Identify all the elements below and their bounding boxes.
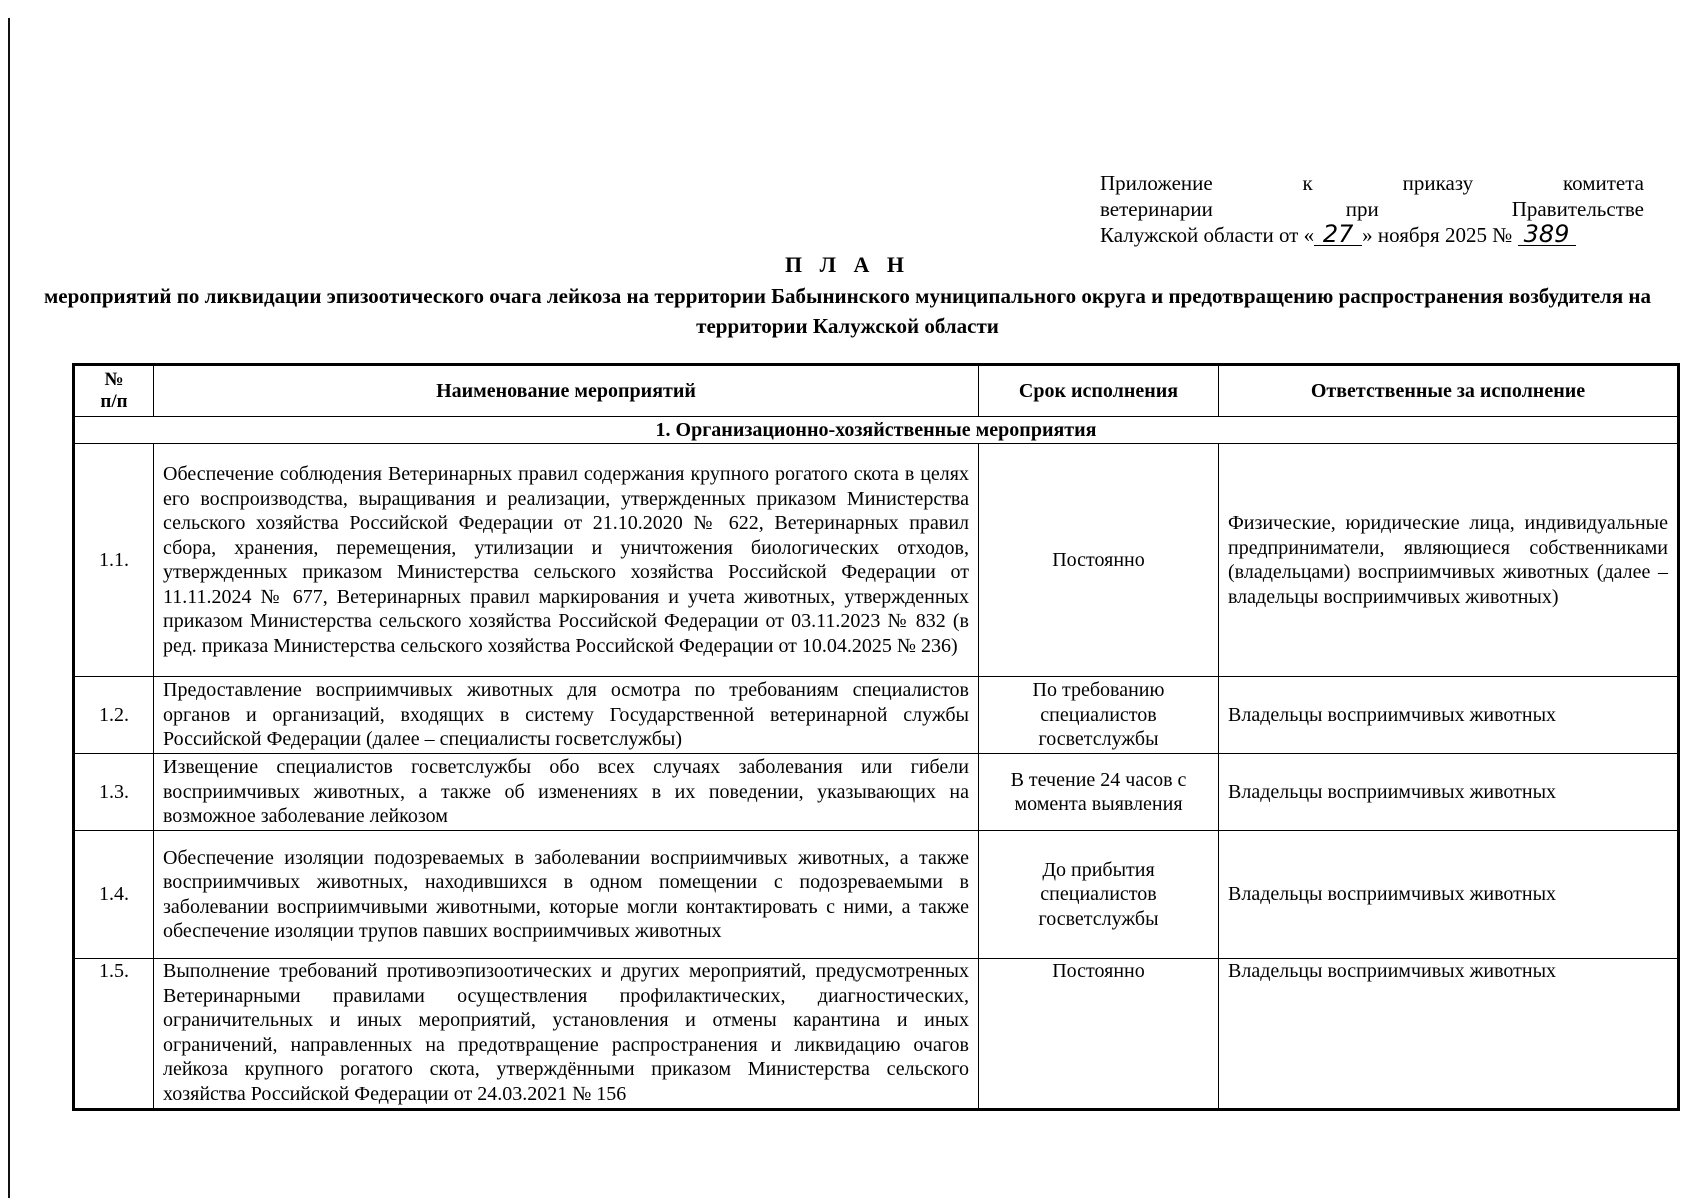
header-responsible: Ответственные за исполнение: [1219, 365, 1679, 417]
measures-table: [72, 363, 1680, 1111]
handwritten-date: 27: [1314, 223, 1362, 246]
header-name: Наименование мероприятий: [154, 365, 979, 417]
appendix-line-2: ветеринарии при Правительстве: [1100, 197, 1644, 221]
row-name: Предоставление восприимчивых животных для осмотра по требованиям специалистов органов и организаций, входящих в систему Государственной ветеринарной службы Российской Федерации (далее – специалисты госветслужбы): [154, 677, 979, 754]
row-responsible: Владельцы восприимчивых животных: [1219, 959, 1679, 1110]
table-row: [74, 959, 1679, 1110]
section-row: [74, 417, 1679, 444]
section-title: 1. Организационно-хозяйственные мероприятия: [74, 417, 1679, 444]
header-term: Срок исполнения: [979, 365, 1219, 417]
row-name: Обеспечение соблюдения Ветеринарных правил содержания крупного рогатого скота в целях его воспроизводства, выращивания и реализации, утвержденных приказом Министерства сельского хозяйства Российской Федерации от 21.10.2020 № 622, Ветеринарных правил сбора, хранения, перемещения, утилизации и уничтожения биологических отходов, утвержденных приказом Министерства сельского хозяйства Российской Федерации от 11.11.2024 № 677, Ветеринарных правил маркирования и учета животных, утвержденных приказом Министерства сельского хозяйства Российской Федерации от 03.11.2023 № 832 (в ред. приказа Министерства сельского хозяйства Российской Федерации от 10.04.2025 № 236): [154, 444, 979, 677]
table-row: [74, 831, 1679, 959]
row-name: Извещение специалистов госветслужбы обо всех случаях заболевания или гибели восприимчивых животных, а также об изменениях в их поведении, указывающих на возможное заболевание лейкозом: [154, 754, 979, 831]
plan-title: П Л А Н: [784, 252, 910, 277]
row-num: 1.1.: [74, 444, 154, 677]
row-term: По требованию специалистов госветслужбы: [979, 677, 1219, 754]
row-term: Постоянно: [979, 444, 1219, 677]
appendix-line-1: Приложение к приказу комитета: [1100, 171, 1644, 195]
table-row: [74, 444, 1679, 677]
table-row: [74, 754, 1679, 831]
row-responsible: Владельцы восприимчивых животных: [1219, 754, 1679, 831]
appendix-note: [1100, 170, 1644, 248]
plan-subtitle: мероприятий по ликвидации эпизоотического очага лейкоза на территории Бабынинского муниципального округа и предотвращению распространения возбудителя на территории Калужской области: [43, 284, 1652, 338]
row-name: Выполнение требований противоэпизоотических и других мероприятий, предусмотренных Ветеринарными правилами осуществления профилактических, диагностических, ограничительных и иных мероприятий, установления и отмены карантина и иных ограничений, направленных на предотвращение распространения и ликвидацию очагов лейкоза крупного рогатого скота, утверждёнными приказом Министерства сельского хозяйства Российской Федерации от 24.03.2021 № 156: [154, 959, 979, 1110]
row-responsible: Владельцы восприимчивых животных: [1219, 831, 1679, 959]
scan-edge-line: [8, 18, 10, 1198]
row-term: До прибытия специалистов госветслужбы: [979, 831, 1219, 959]
table-row: [74, 677, 1679, 754]
row-responsible: Физические, юридические лица, индивидуальные предприниматели, являющиеся собственниками (владельцами) восприимчивых животных (далее – владельцы восприимчивых животных): [1219, 444, 1679, 677]
handwritten-order-number: 389: [1518, 223, 1576, 246]
row-term: В течение 24 часов с момента выявления: [979, 754, 1219, 831]
header-num-line-1: №: [104, 369, 124, 390]
row-num: 1.4.: [74, 831, 154, 959]
row-responsible: Владельцы восприимчивых животных: [1219, 677, 1679, 754]
row-num: 1.3.: [74, 754, 154, 831]
appendix-line-3: [1100, 222, 1644, 248]
row-num: 1.5.: [74, 959, 154, 1110]
row-name: Обеспечение изоляции подозреваемых в заболевании восприимчивых животных, а также восприимчивых животных, находившихся в одном помещении с подозреваемыми в заболевании восприимчивыми животными, которые могли контактировать с ними, а также обеспечение изоляции трупов павших восприимчивых животных: [154, 831, 979, 959]
row-num: 1.2.: [74, 677, 154, 754]
appendix-date-middle: » ноября 2025 №: [1362, 223, 1513, 247]
header-num-line-2: п/п: [100, 391, 128, 412]
table-header-row: [74, 365, 1679, 417]
row-term: Постоянно: [979, 959, 1219, 1110]
appendix-date-prefix: Калужской области от «: [1100, 223, 1315, 247]
header-num: [74, 365, 154, 417]
